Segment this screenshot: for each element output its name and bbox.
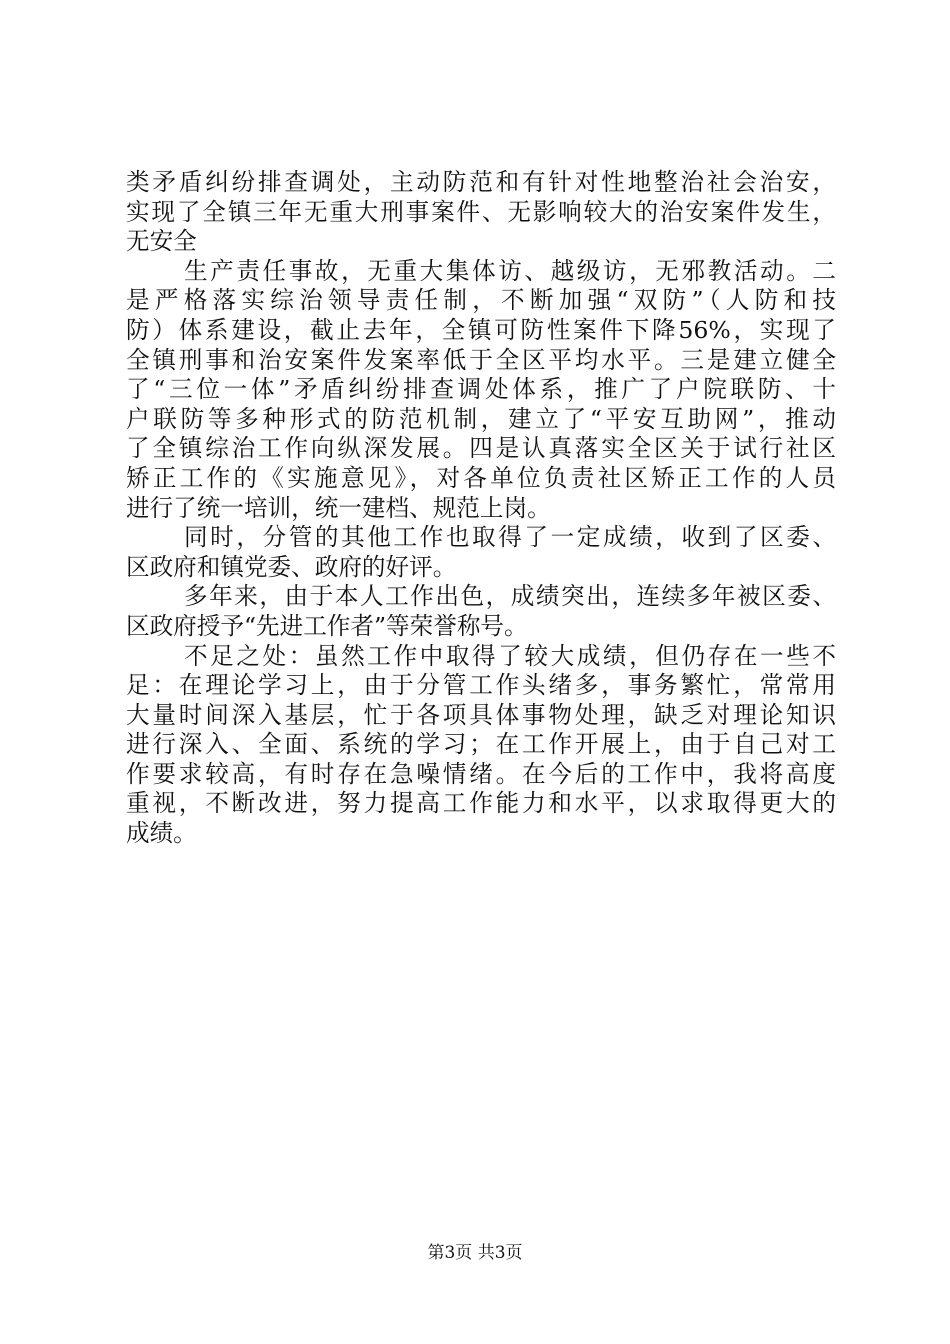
paragraph-5-line-7: 成绩。 [126, 819, 197, 848]
paragraph-5-line-1: 不足之处：虽然工作中取得了较大成绩，但仍存在一些不 [184, 641, 836, 670]
paragraph-5-line-3: 大量时间深入基层，忙于各项具体事物处理，缺乏对理论知识 [126, 700, 836, 729]
paragraph-4-line-2: 区政府授予“先进工作者”等荣誉称号。 [126, 611, 528, 640]
paragraph-2-line-1: 生产责任事故，无重大集体访、越级访，无邪教活动。二 [184, 256, 836, 285]
paragraph-2-line-7: 了全镇综治工作向纵深发展。四是认真落实全区关于试行社区 [126, 434, 836, 463]
paragraph-5-line-6: 重视，不断改进，努力提高工作能力和水平，以求取得更大的 [126, 789, 836, 818]
paragraph-2-line-3: 防）体系建设，截止去年，全镇可防性案件下降56%，实现了 [126, 315, 836, 344]
paragraph-2-line-5: 了“三位一体”矛盾纠纷排查调处体系，推广了户院联防、十 [126, 375, 836, 404]
page-footer [0, 1243, 950, 1263]
paragraph-3-line-1: 同时，分管的其他工作也取得了一定成绩，收到了区委、 [184, 523, 836, 552]
page-number-label: 第3页 共3页 [427, 1243, 523, 1263]
paragraph-2-line-2: 是严格落实综治领导责任制，不断加强“双防”（人防和技 [126, 286, 836, 315]
paragraph-4-line-1: 多年来，由于本人工作出色，成绩突出，连续多年被区委、 [184, 582, 836, 611]
paragraph-1-line-1: 类矛盾纠纷排查调处，主动防范和有针对性地整治社会治安， [126, 168, 836, 196]
paragraph-5-line-2: 足：在理论学习上，由于分管工作头绪多，事务繁忙，常常用 [126, 671, 836, 700]
paragraph-5-line-5: 作要求较高，有时存在急噪情绪。在今后的工作中，我将高度 [126, 759, 836, 788]
paragraph-1-line-3: 无安全 [126, 227, 197, 256]
document-body [126, 168, 836, 849]
paragraph-5-line-4: 进行深入、全面、系统的学习；在工作开展上，由于自己对工 [126, 730, 836, 759]
paragraph-2-line-9: 进行了统一培训，统一建档、规范上岗。 [126, 493, 551, 522]
paragraph-1-line-2: 实现了全镇三年无重大刑事案件、无影响较大的治安案件发生， [126, 197, 836, 226]
paragraph-2-line-4: 全镇刑事和治安案件发案率低于全区平均水平。三是建立健全 [126, 345, 836, 374]
paragraph-3-line-2: 区政府和镇党委、政府的好评。 [126, 552, 457, 581]
paragraph-2-line-6: 户联防等多种形式的防范机制，建立了“平安互助网”，推动 [126, 404, 836, 433]
paragraph-2-line-8: 矫正工作的《实施意见》，对各单位负责社区矫正工作的人员 [126, 463, 836, 492]
